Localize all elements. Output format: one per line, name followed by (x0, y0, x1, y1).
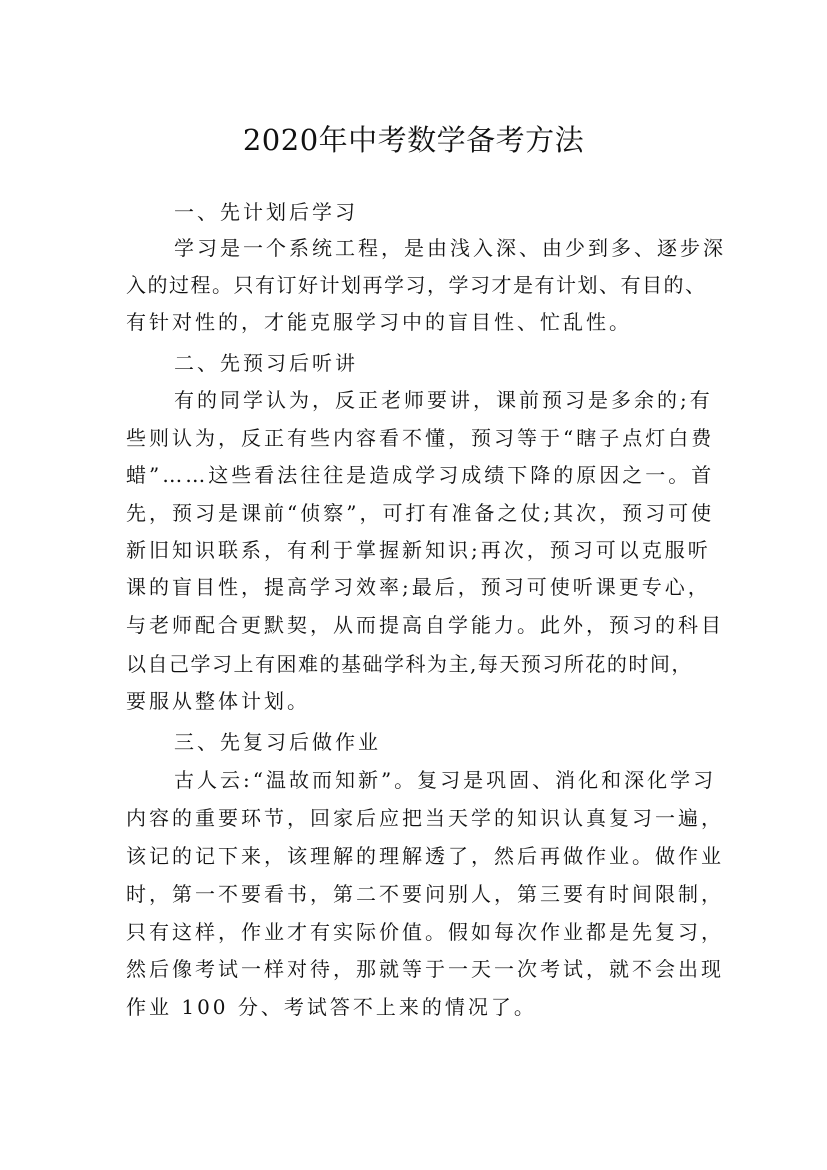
paragraph-line: 入的过程。只有订好计划再学习，学习才是有计划、有目的、 (126, 273, 707, 297)
paragraph-line: 先，预习是课前“侦察”，可打有准备之仗;其次，预习可使 (126, 501, 715, 525)
section-heading-1: 一、先计划后学习 (174, 200, 358, 224)
paragraph-line: 只有这样，作业才有实际价值。假如每次作业都是先复习， (126, 920, 724, 944)
paragraph-line: 有针对性的，才能克服学习中的盲目性、忙乱性。 (126, 310, 632, 334)
paragraph-line: 课的盲目性，提高学习效率;最后，预习可使听课更专心， (126, 575, 711, 599)
section-heading-2: 二、先预习后听讲 (174, 351, 358, 375)
paragraph-line: 以自己学习上有困难的基础学科为主,每天预习所花的时间， (126, 652, 693, 676)
paragraph-line: 作业 100 分、考试答不上来的情况了。 (126, 995, 537, 1019)
paragraph-line: 学习是一个系统工程，是由浅入深、由少到多、逐步深 (174, 236, 726, 260)
paragraph-line: 新旧知识联系，有利于掌握新知识;再次，预习可以克服听 (126, 538, 711, 562)
section-heading-3: 三、先复习后做作业 (174, 730, 381, 754)
paragraph-line: 与老师配合更默契，从而提高自学能力。此外，预习的科目 (126, 613, 724, 637)
paragraph-line: 古人云:“温故而知新”。复习是巩固、消化和深化学习 (174, 768, 717, 792)
paragraph-line: 要服从整体计划。 (126, 689, 310, 713)
paragraph-line: 然后像考试一样对待，那就等于一天一次考试，就不会出现 (126, 957, 724, 981)
paragraph-line: 内容的重要环节，回家后应把当天学的知识认真复习一遍， (126, 806, 724, 830)
paragraph-line: 些则认为，反正有些内容看不懂，预习等于“瞎子点灯白费 (126, 426, 715, 450)
paragraph-line: 该记的记下来，该理解的理解透了，然后再做作业。做作业 (126, 844, 724, 868)
paragraph-line: 时，第一不要看书，第二不要问别人，第三要有时间限制， (126, 882, 724, 906)
paragraph-line: 有的同学认为，反正老师要讲，课前预习是多余的;有 (174, 388, 713, 412)
paragraph-line: 蜡”……这些看法往往是造成学习成绩下降的原因之一。首 (126, 463, 715, 487)
document-title: 2020年中考数学备考方法 (242, 123, 585, 158)
